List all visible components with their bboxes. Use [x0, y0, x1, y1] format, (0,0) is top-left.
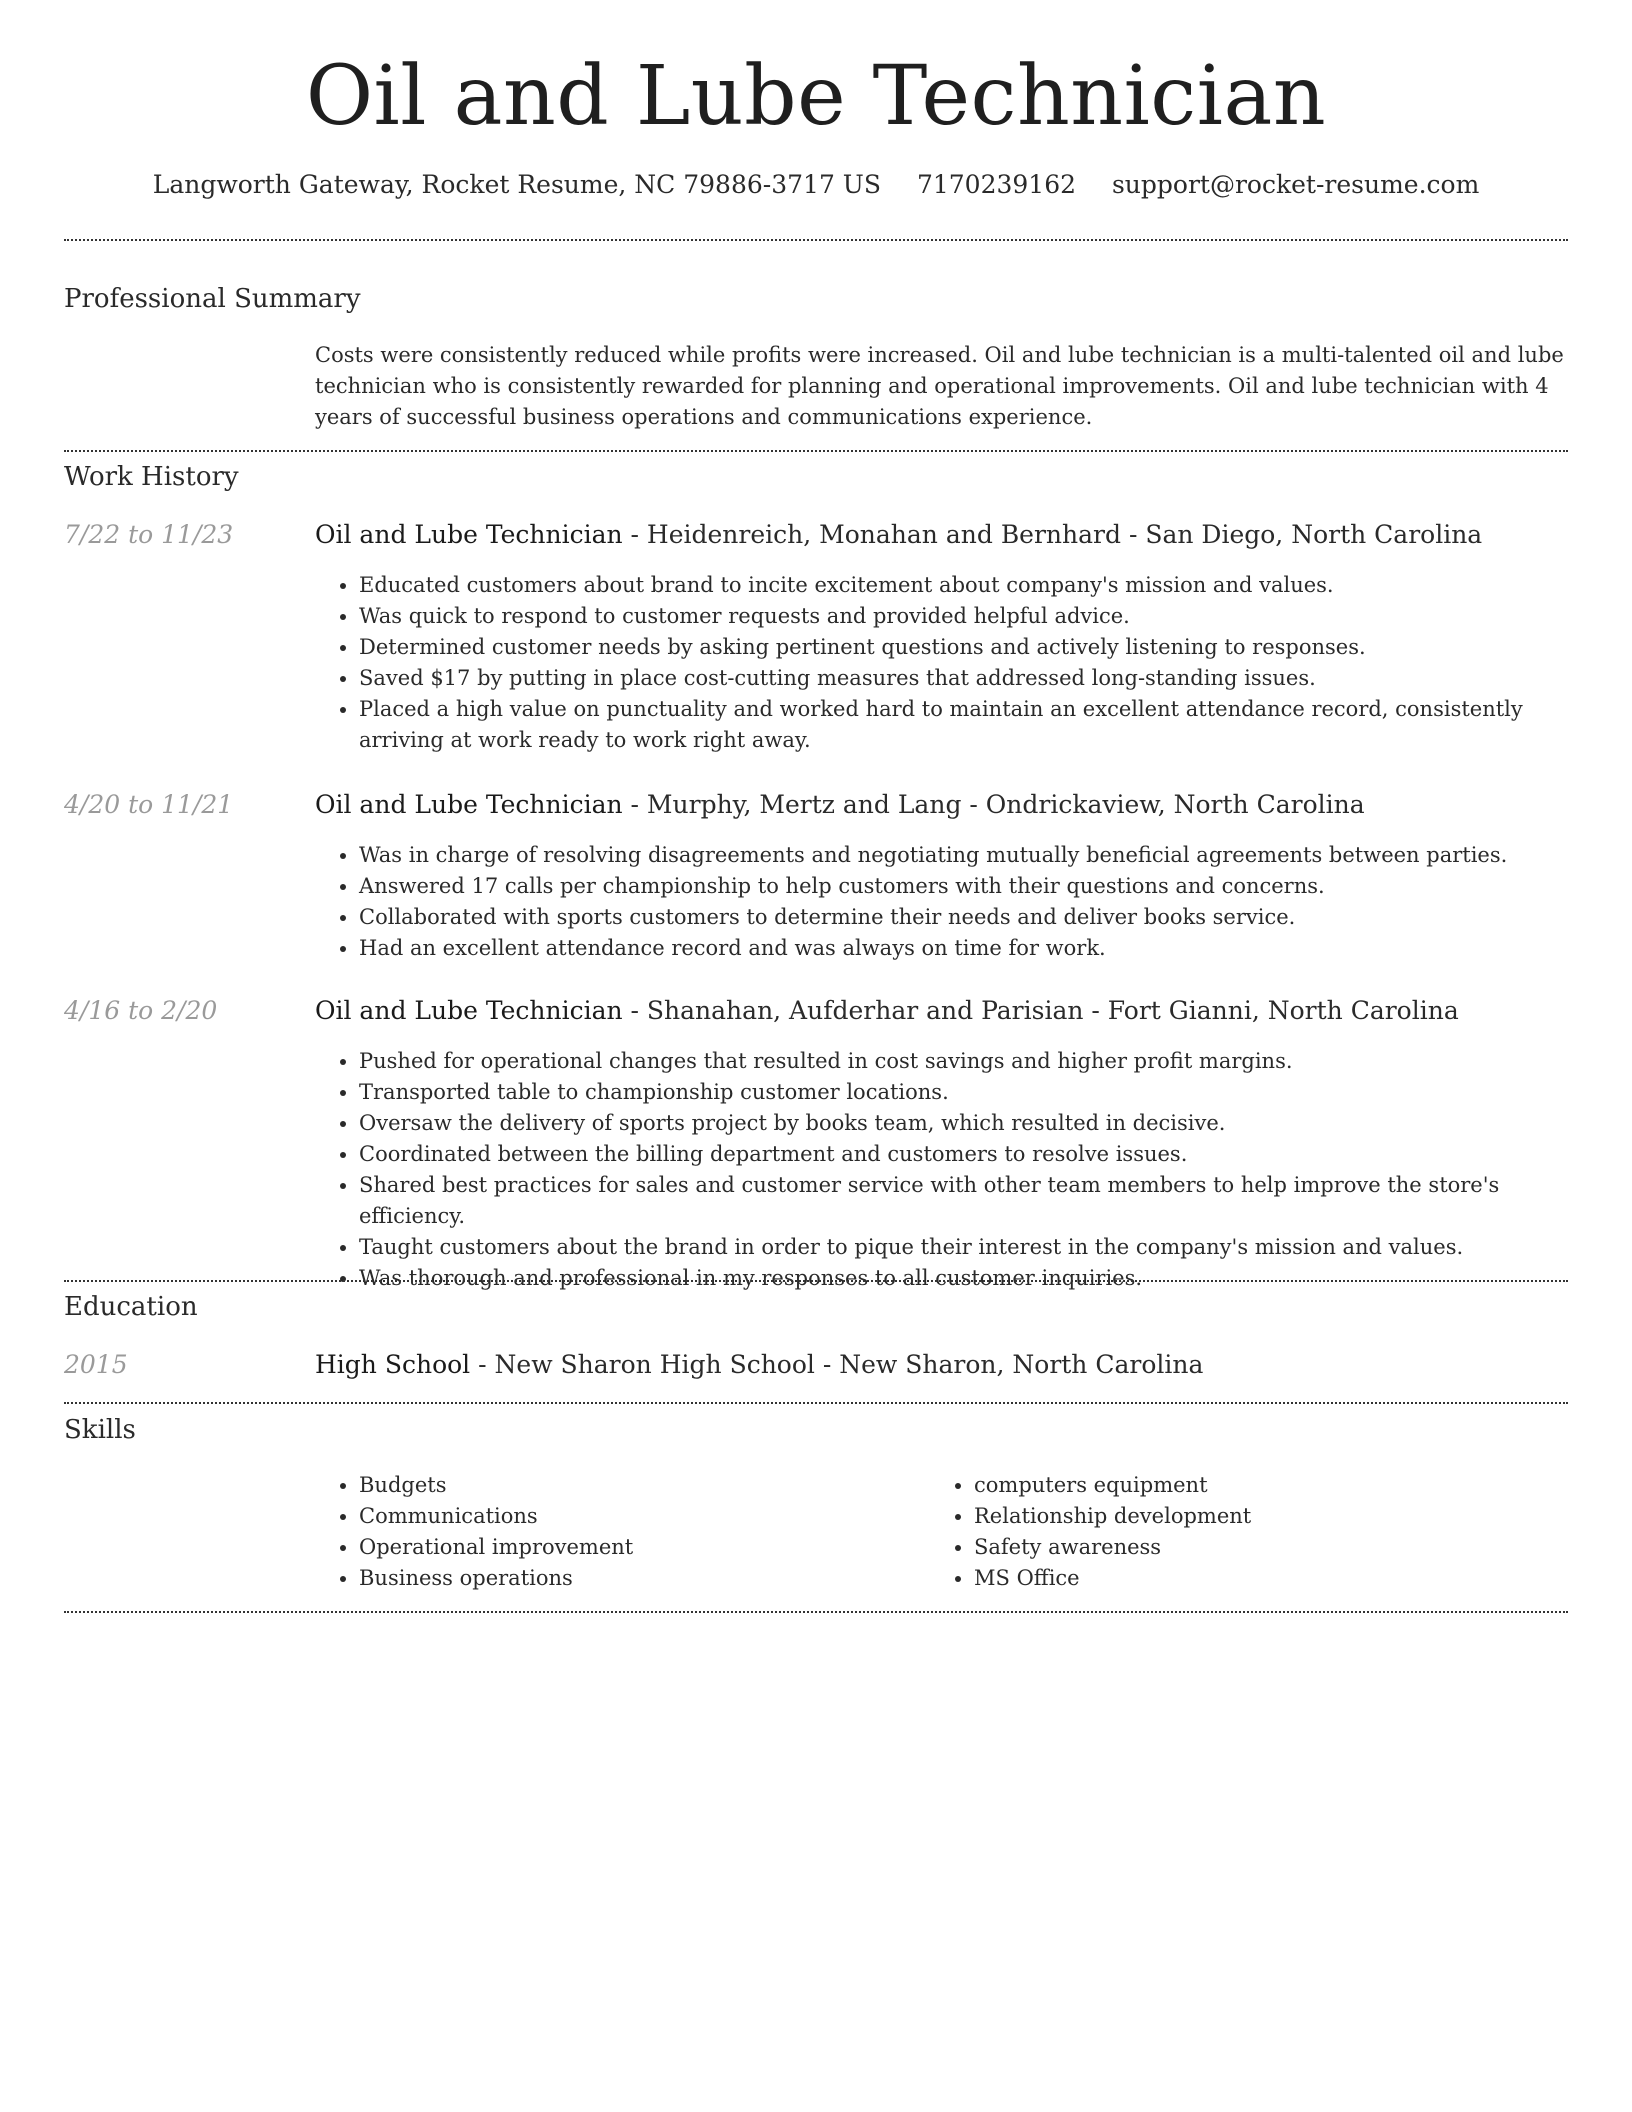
job-dates: 4/16 to 2/20 — [64, 996, 218, 1025]
divider — [64, 1280, 1568, 1282]
skill-item: • Communications — [359, 1501, 633, 1532]
skill-item: • MS Office — [974, 1563, 1251, 1594]
divider — [64, 450, 1568, 452]
list-item: • Answered 17 calls per championship to help customers with their questions and concerns. — [359, 871, 1565, 902]
list-item: • Transported table to championship customer locations. — [359, 1077, 1565, 1108]
summary-text: Costs were consistently reduced while profits were increased. Oil and lube technician is a multi-talented oil and lube technician who is consistently rewarded for planning and operational improvements. Oil and lube technician with 4 years of successful business operations and communications experience. — [315, 343, 1564, 429]
skills-heading: Skills — [64, 1415, 136, 1445]
job-employer: - Shanahan, Aufderhar and Parisian - Fort Gianni, North Carolina — [622, 996, 1459, 1025]
skill-item: • Business operations — [359, 1563, 633, 1594]
education-entry — [315, 1350, 1565, 1380]
divider — [64, 1611, 1568, 1613]
list-item: • Was in charge of resolving disagreements and negotiating mutually beneficial agreements between parties. — [359, 840, 1565, 871]
skill-item: • Budgets — [359, 1470, 633, 1501]
education-year: 2015 — [64, 1350, 128, 1379]
job-bullets — [315, 1046, 1565, 1294]
divider — [64, 239, 1568, 241]
list-item: • Placed a high value on punctuality and worked hard to maintain an excellent attendance record, consistently arriving at work ready to work right away. — [359, 694, 1565, 756]
list-item: • Had an excellent attendance record and was always on time for work. — [359, 933, 1565, 964]
summary-heading: Professional Summary — [64, 284, 361, 314]
list-item: • Saved $17 by putting in place cost-cutting measures that addressed long-standing issues. — [359, 663, 1565, 694]
list-item: • Pushed for operational changes that resulted in cost savings and higher profit margins. — [359, 1046, 1565, 1077]
education-school: - New Sharon High School - New Sharon, North Carolina — [470, 1350, 1204, 1379]
list-item: • Collaborated with sports customers to determine their needs and deliver books service. — [359, 902, 1565, 933]
job-dates: 7/22 to 11/23 — [64, 520, 234, 549]
job-employer: - Heidenreich, Monahan and Bernhard - San Diego, North Carolina — [622, 520, 1483, 549]
job-title: Oil and Lube Technician — [315, 790, 623, 819]
list-item: • Educated customers about brand to incite excitement about company's mission and values. — [359, 570, 1565, 601]
education-heading: Education — [64, 1292, 198, 1322]
job-bullets — [315, 840, 1565, 964]
job-heading — [315, 790, 1565, 820]
skills-list-right — [930, 1470, 1251, 1594]
list-item: • Was quick to respond to customer requests and provided helpful advice. — [359, 601, 1565, 632]
work-history-heading: Work History — [64, 462, 239, 492]
skill-item: • Safety awareness — [974, 1532, 1251, 1563]
contact-phone: 7170239162 — [916, 170, 1077, 199]
list-item: • Shared best practices for sales and customer service with other team members to help improve the store's efficiency. — [359, 1170, 1565, 1232]
job-heading — [315, 996, 1565, 1026]
skill-item: • Relationship development — [974, 1501, 1251, 1532]
contact-email: support@rocket-resume.com — [1111, 170, 1480, 199]
list-item: • Taught customers about the brand in order to pique their interest in the company's mission and values. — [359, 1232, 1565, 1263]
list-item: • Coordinated between the billing department and customers to resolve issues. — [359, 1139, 1565, 1170]
job-employer: - Murphy, Mertz and Lang - Ondrickaview, North Carolina — [622, 790, 1365, 819]
list-item: • Oversaw the delivery of sports project by books team, which resulted in decisive. — [359, 1108, 1565, 1139]
list-item: • Determined customer needs by asking pertinent questions and actively listening to responses. — [359, 632, 1565, 663]
divider — [64, 1402, 1568, 1404]
skills-list-left — [315, 1470, 633, 1594]
job-title: Oil and Lube Technician — [315, 996, 623, 1025]
contact-address: Langworth Gateway, Rocket Resume, NC 79886-3717 US — [152, 170, 881, 199]
skill-item: • Operational improvement — [359, 1532, 633, 1563]
job-bullets — [315, 570, 1565, 756]
job-dates: 4/20 to 11/21 — [64, 790, 234, 819]
candidate-name: Oil and Lube Technician — [305, 49, 1327, 144]
contact-line — [0, 170, 1632, 200]
job-title: Oil and Lube Technician — [315, 520, 623, 549]
skill-item: • computers equipment — [974, 1470, 1251, 1501]
education-degree: High School — [315, 1350, 471, 1379]
job-heading — [315, 520, 1565, 550]
list-item: • Was thorough and professional in my responses to all customer inquiries. — [359, 1263, 1565, 1294]
